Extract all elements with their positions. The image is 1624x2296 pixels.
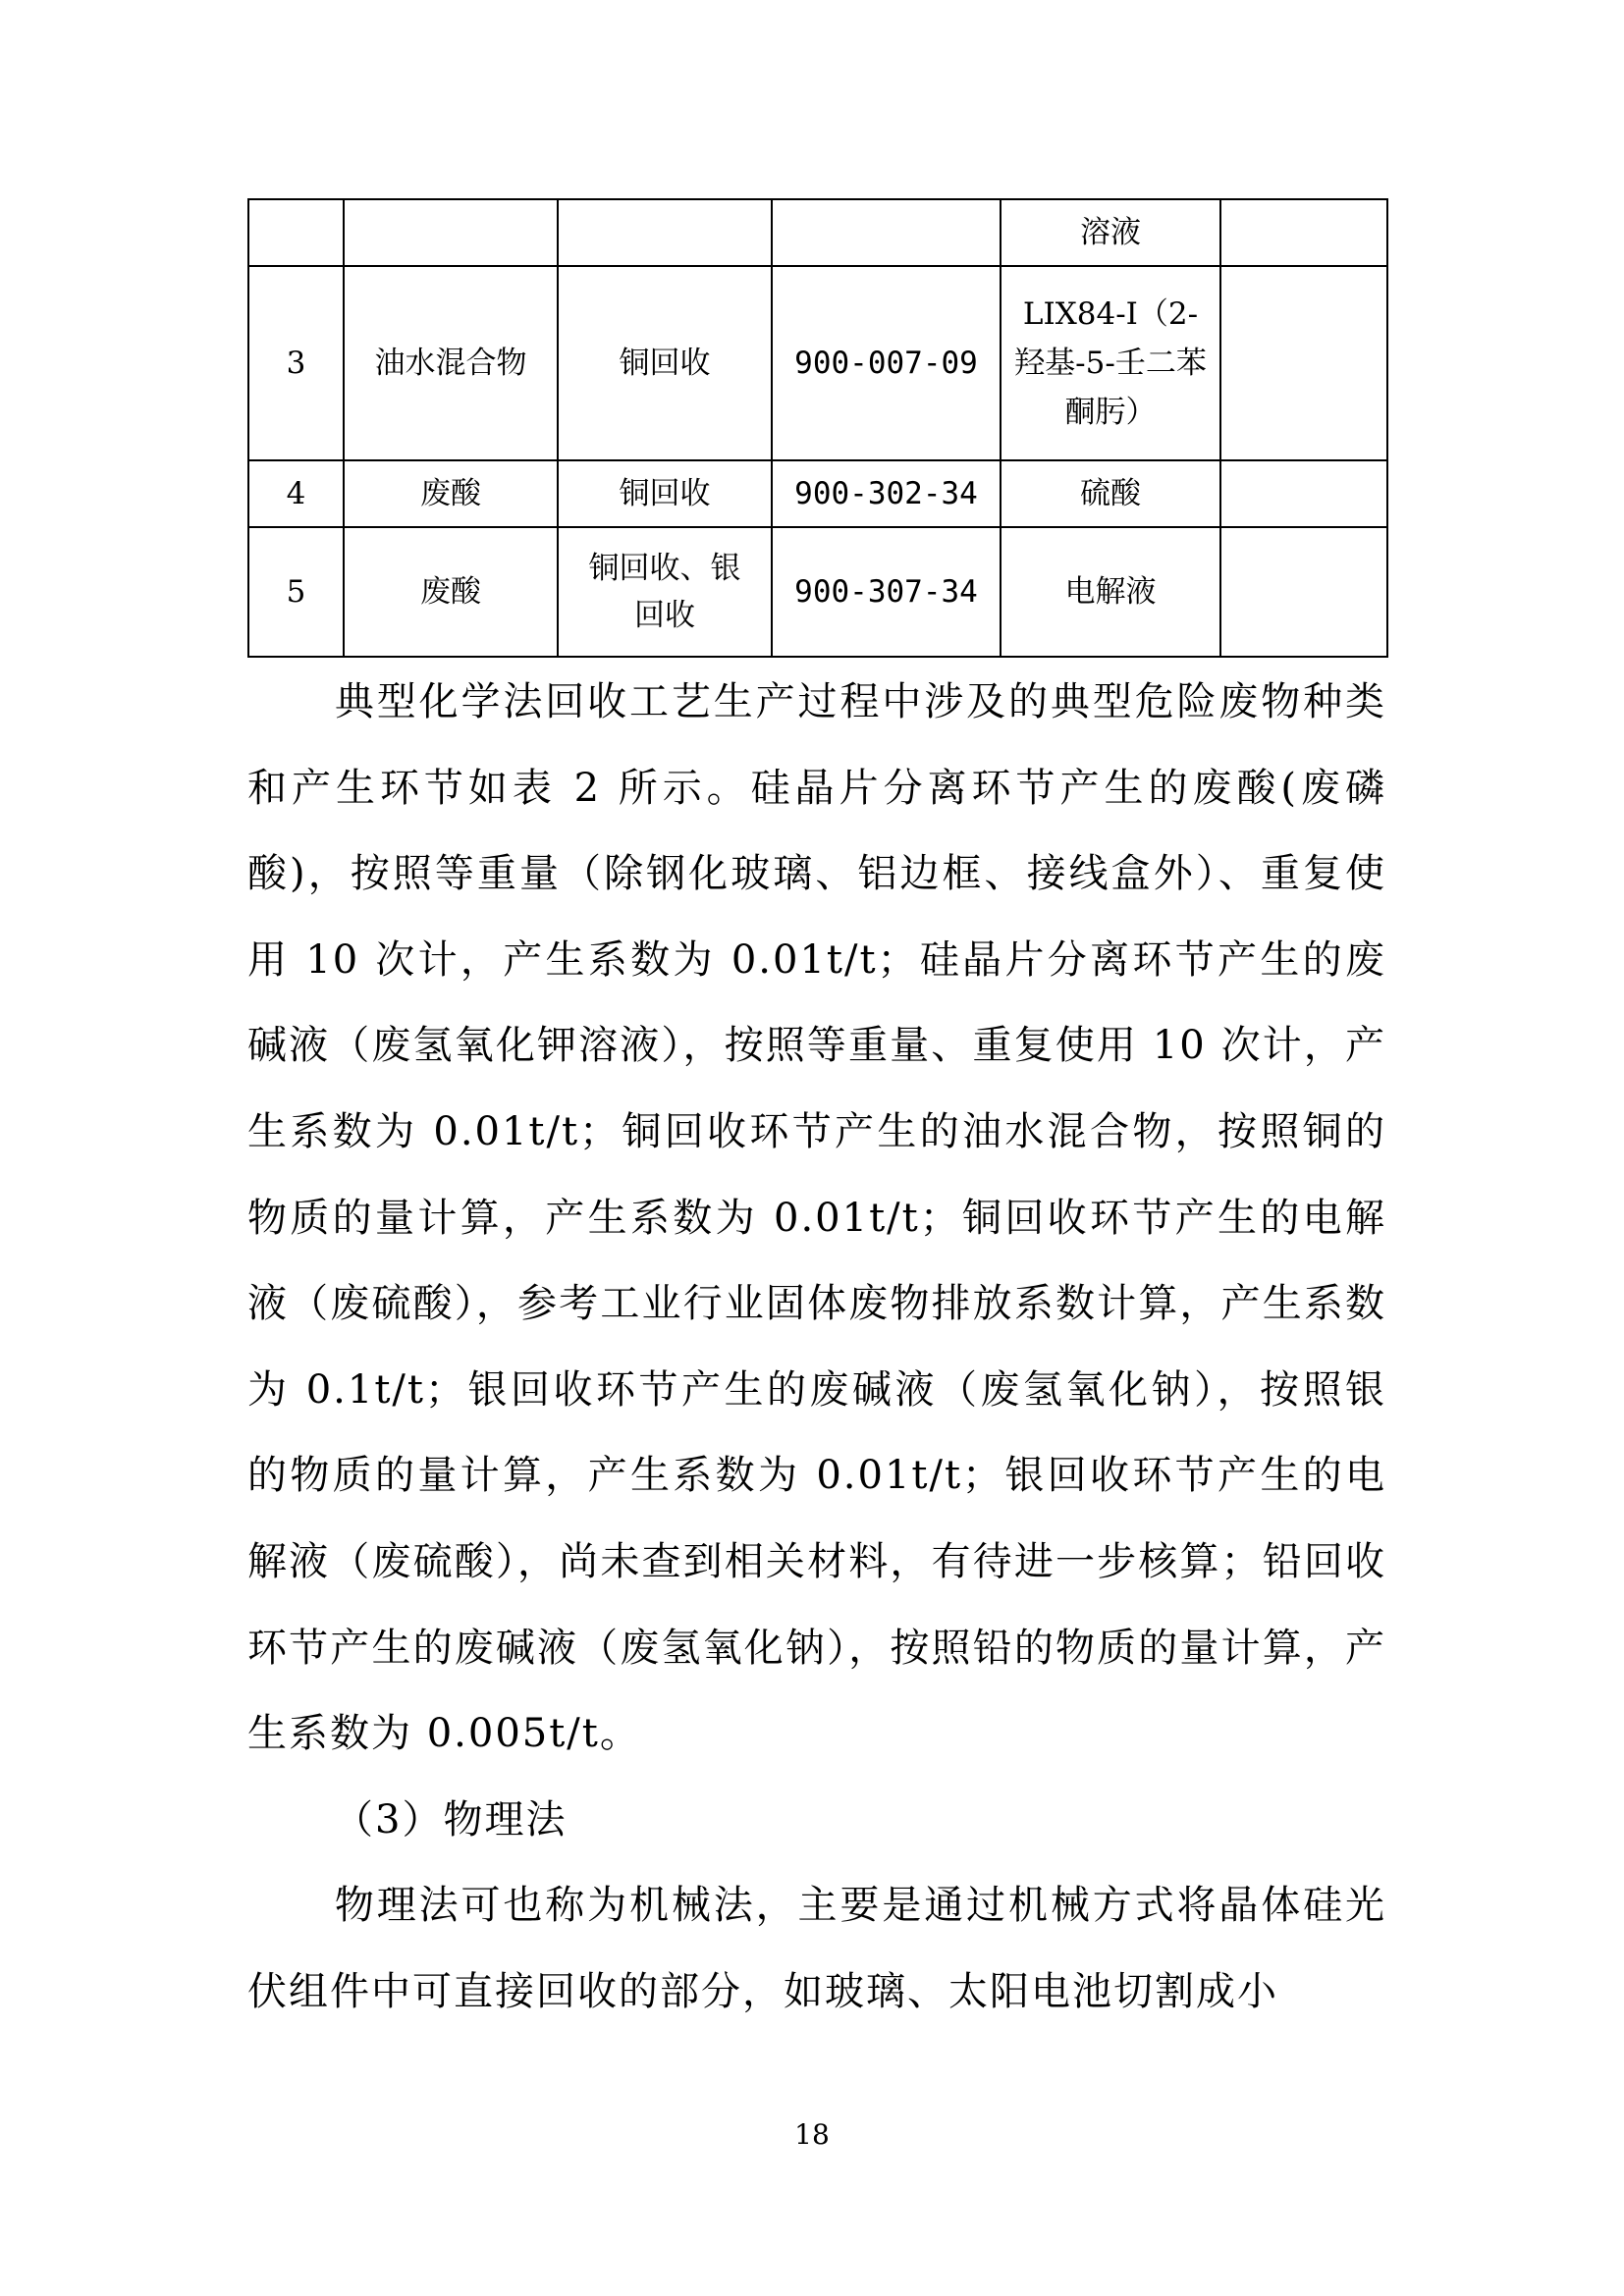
- table-row: [248, 527, 1387, 657]
- paragraph: [247, 660, 1386, 1778]
- cell-no: 4: [248, 460, 344, 527]
- cell-note: [1220, 199, 1387, 266]
- cell-chem: LIX84-I（2-羟基-5-壬二苯酮肟）: [1001, 266, 1220, 460]
- cell-chem: 溶液: [1001, 199, 1220, 266]
- cell-link: [558, 199, 772, 266]
- table-row: [248, 460, 1387, 527]
- cell-chem: 电解液: [1001, 527, 1220, 657]
- cell-code: 900-302-34: [772, 460, 1001, 527]
- paragraph-text: 典型化学法回收工艺生产过程中涉及的典型危险废物种类和产生环节如表 2 所示。硅晶片分离环节产生的废酸(废磷酸)，按照等重量（除钢化玻璃、铝边框、接线盒外）、重复使用 10 次计，产生系数为 0.01t/t；硅晶片分离环节产生的废碱液（废氢氧化钾溶液），按照等重量、重复使用 10 次计，产生系数为 0.01t/t；铜回收环节产生的油水混合物，按照铜的物质的量计算，产生系数为 0.01t/t；铜回收环节产生的电解液（废硫酸），参考工业行业固体废物排放系数计算，产生系数为 0.1t/t；银回收环节产生的废碱液（废氢氧化钠），按照银的物质的量计算，产生系数为 0.01t/t；银回收环节产生的电解液（废硫酸），尚未查到相关材料，有待进一步核算；铅回收环节产生的废碱液（废氢氧化钠），按照铅的物质的量计算，产生系数为 0.005t/t。: [247, 679, 1386, 1757]
- cell-link: 铜回收、银回收: [558, 527, 772, 657]
- cell-note: [1220, 266, 1387, 460]
- cell-link: 铜回收: [558, 460, 772, 527]
- cell-code: [772, 199, 1001, 266]
- cell-name: 废酸: [344, 527, 558, 657]
- cell-link: 铜回收: [558, 266, 772, 460]
- cell-note: [1220, 460, 1387, 527]
- paragraph: [247, 1863, 1386, 2035]
- section-heading: [247, 1778, 1386, 1864]
- paragraph-text: 物理法可也称为机械法，主要是通过机械方式将晶体硅光伏组件中可直接回收的部分，如玻璃、太阳电池切割成小: [247, 1883, 1386, 2014]
- table-row: [248, 266, 1387, 460]
- body-text: [247, 660, 1386, 2036]
- section-heading-text: （3）物理法: [334, 1796, 568, 1842]
- cell-code: 900-007-09: [772, 266, 1001, 460]
- cell-name: 废酸: [344, 460, 558, 527]
- cell-note: [1220, 527, 1387, 657]
- cell-chem: 硫酸: [1001, 460, 1220, 527]
- cell-name: [344, 199, 558, 266]
- cell-no: 5: [248, 527, 344, 657]
- hazardous-waste-table: [247, 198, 1388, 658]
- cell-name: 油水混合物: [344, 266, 558, 460]
- cell-no: 3: [248, 266, 344, 460]
- page-number: 18: [794, 2118, 830, 2151]
- table-row: [248, 199, 1387, 266]
- cell-no: [248, 199, 344, 266]
- cell-code: 900-307-34: [772, 527, 1001, 657]
